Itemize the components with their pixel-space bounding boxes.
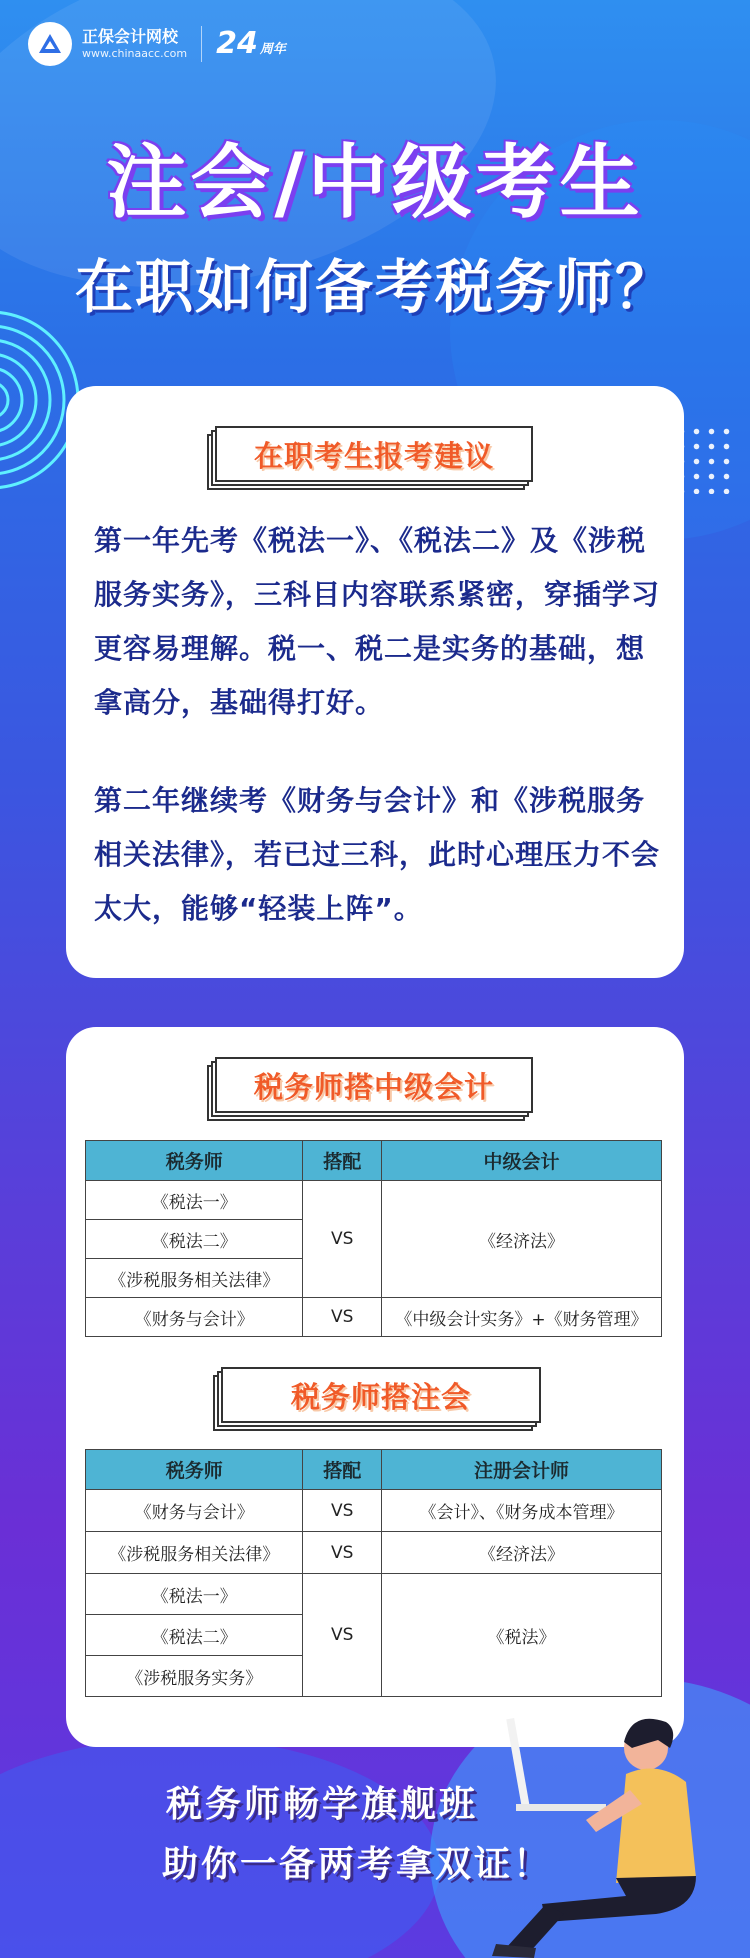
table-cell: 《税法一》 bbox=[86, 1181, 303, 1220]
section-badge-label: 在职考生报考建议 bbox=[253, 438, 494, 473]
table-cell: 《会计》、《财务成本管理》 bbox=[381, 1490, 661, 1532]
person-with-laptop-illustration bbox=[396, 1708, 736, 1958]
table-cell: 《经济法》 bbox=[381, 1532, 661, 1574]
table-cell: 《税法》 bbox=[381, 1574, 661, 1697]
table-cell-vs: VS bbox=[303, 1298, 382, 1337]
brand-url: www.chinaacc.com bbox=[82, 47, 188, 60]
brand-header bbox=[28, 22, 286, 66]
table-cell: 《涉税服务相关法律》 bbox=[86, 1259, 303, 1298]
pairing-table-intermediate bbox=[85, 1140, 662, 1337]
section-badge bbox=[207, 1057, 535, 1113]
table-header: 税务师 bbox=[86, 1450, 303, 1490]
brand-logo-icon bbox=[28, 22, 72, 66]
table-cell: 《财务与会计》 bbox=[86, 1298, 303, 1337]
advice-paragraph-2: 第二年继续考《财务与会计》和《涉税服务相关法律》，若已过三科，此时心理压力不会太大，能够“轻装上阵”。 bbox=[94, 784, 661, 925]
page-title: 注会/中级考生 bbox=[106, 136, 644, 229]
section-badge-label: 税务师搭注会 bbox=[290, 1379, 471, 1414]
brand-name: 正保会计网校 bbox=[82, 27, 179, 46]
table-cell-vs: VS bbox=[303, 1574, 382, 1697]
table-cell: 《税法二》 bbox=[86, 1220, 303, 1259]
anniversary-number: 24 bbox=[216, 26, 258, 61]
section-badge bbox=[213, 1367, 543, 1423]
section-badge-label: 税务师搭中级会计 bbox=[253, 1069, 494, 1104]
table-cell-vs: VS bbox=[303, 1532, 382, 1574]
table-cell: 《涉税服务相关法律》 bbox=[86, 1532, 303, 1574]
table-header: 注册会计师 bbox=[381, 1450, 661, 1490]
table-cell-vs: VS bbox=[303, 1490, 382, 1532]
table-header: 中级会计 bbox=[382, 1141, 662, 1181]
table-header: 搭配 bbox=[303, 1141, 382, 1181]
promo-line-1: 税务师畅学旗舰班 bbox=[166, 1784, 479, 1825]
table-header: 搭配 bbox=[303, 1450, 382, 1490]
table-cell: 《涉税服务实务》 bbox=[86, 1656, 303, 1697]
table-cell: 《税法一》 bbox=[86, 1574, 303, 1615]
pairing-card bbox=[66, 1027, 684, 1747]
table-cell: 《经济法》 bbox=[382, 1181, 662, 1298]
table-header: 税务师 bbox=[86, 1141, 303, 1181]
advice-card bbox=[66, 386, 684, 978]
advice-paragraph-1: 第一年先考《税法一》、《税法二》及《涉税服务实务》，三科目内容联系紧密，穿插学习更容易理解。税一、税二是实务的基础，想拿高分，基础得打好。 bbox=[94, 524, 661, 719]
divider bbox=[201, 26, 202, 62]
table-cell-vs: VS bbox=[303, 1181, 382, 1298]
anniversary-badge bbox=[216, 26, 286, 61]
pairing-table-cpa bbox=[85, 1449, 662, 1697]
anniversary-label: 周年 bbox=[259, 42, 286, 57]
promo-line-2: 助你一备两考拿双证！ bbox=[162, 1844, 553, 1885]
table-cell: 《税法二》 bbox=[86, 1615, 303, 1656]
page-subtitle: 在职如何备考税务师？ bbox=[74, 253, 675, 321]
section-badge bbox=[207, 426, 535, 482]
table-cell: 《财务与会计》 bbox=[86, 1490, 303, 1532]
table-cell: 《中级会计实务》+《财务管理》 bbox=[382, 1298, 662, 1337]
